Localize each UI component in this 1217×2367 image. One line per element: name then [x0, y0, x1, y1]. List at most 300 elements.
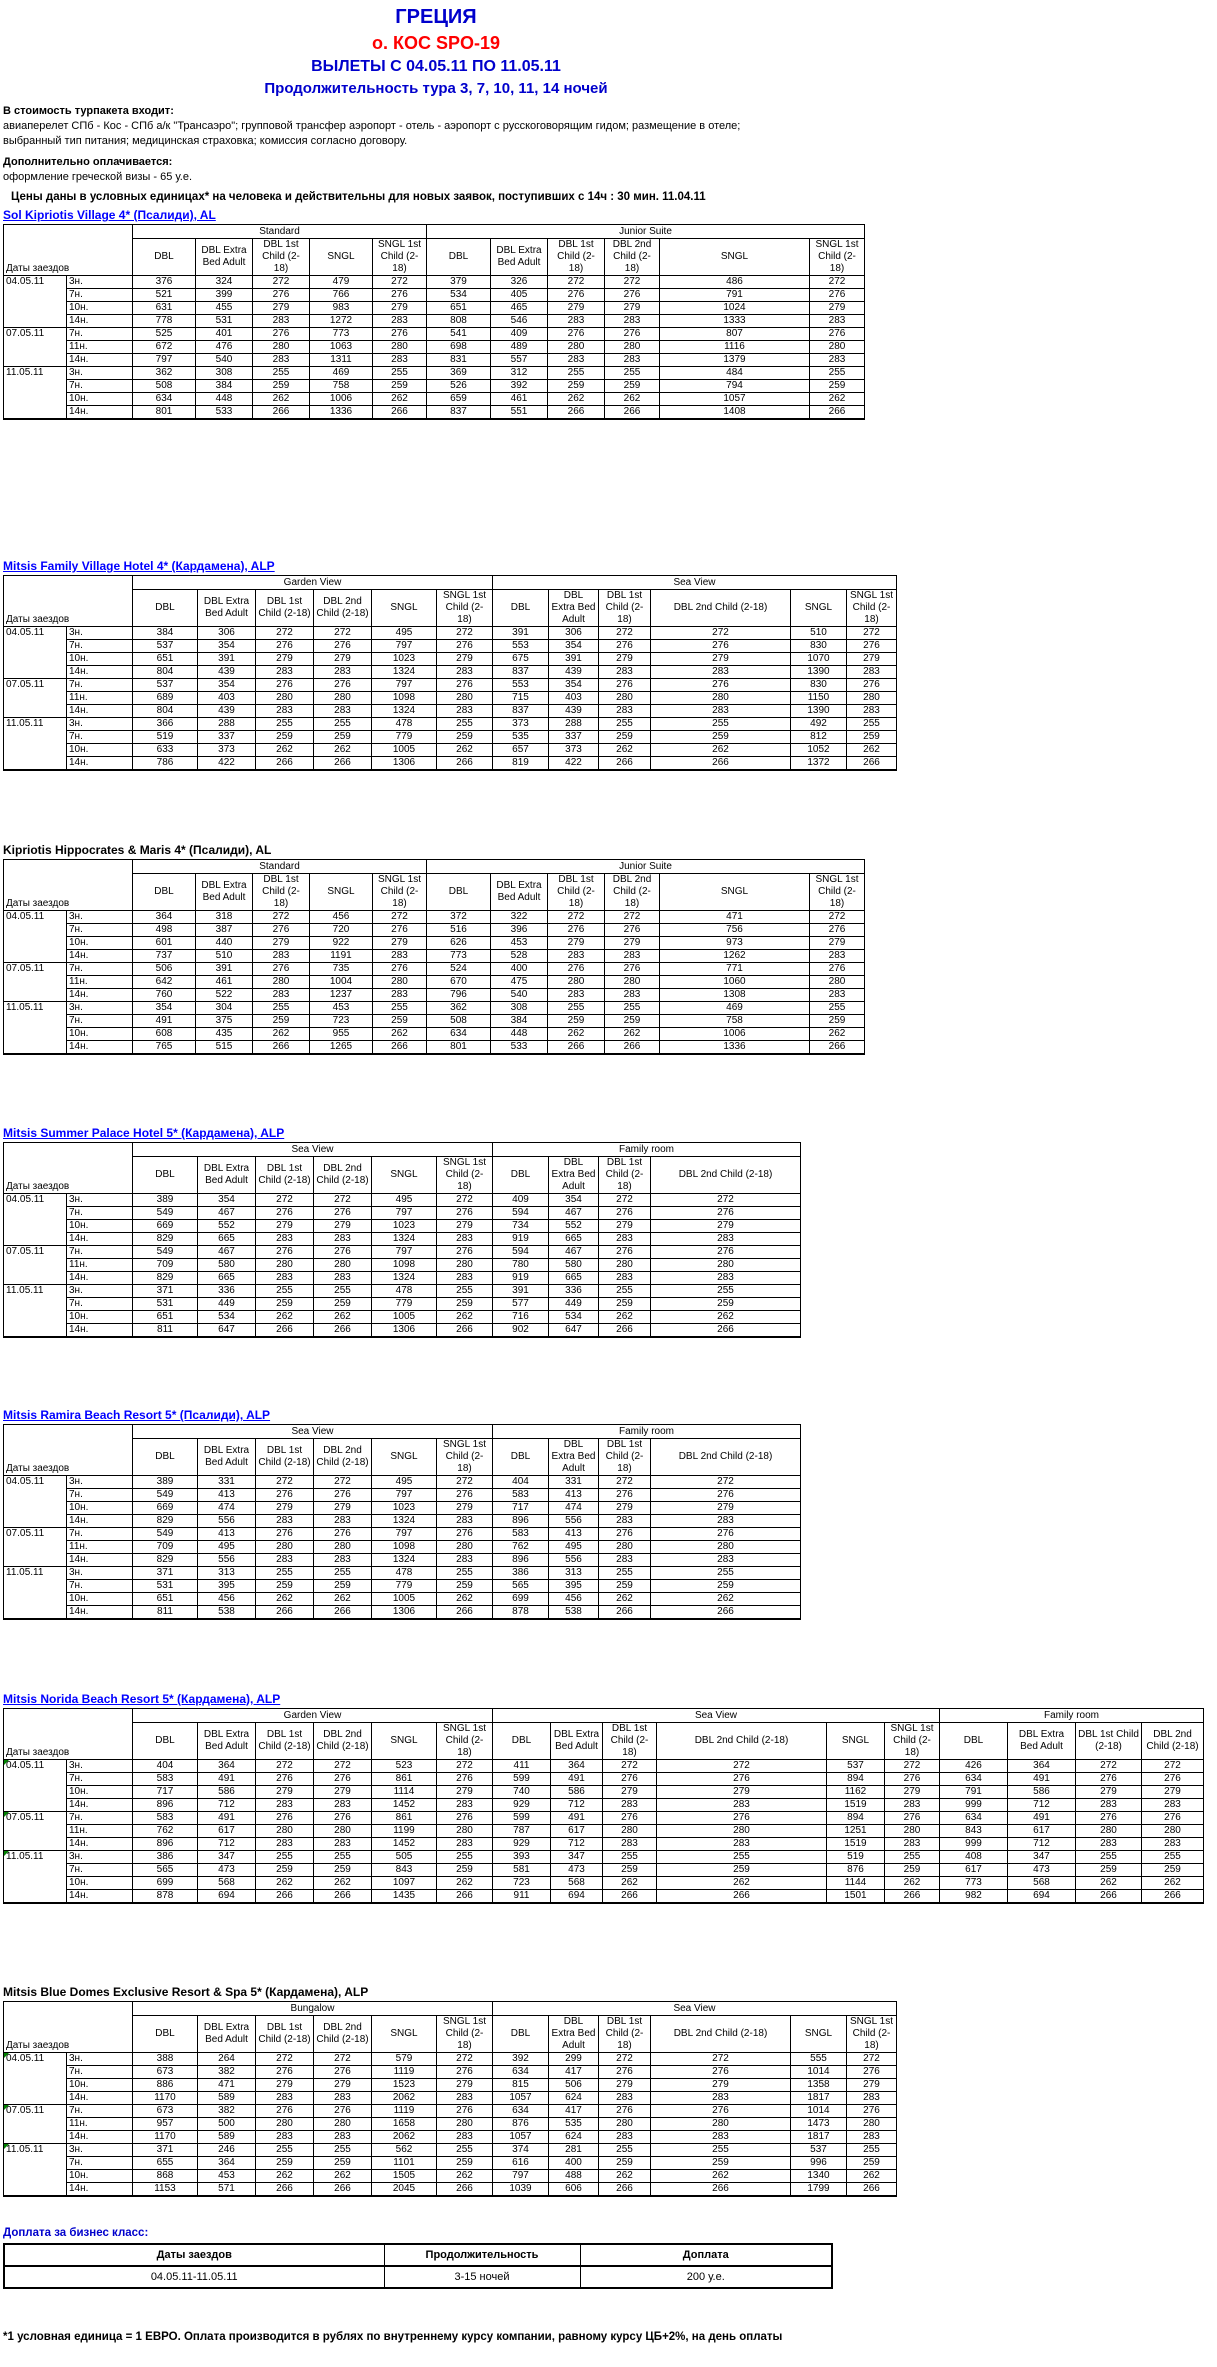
- price-cell: 489: [491, 341, 548, 354]
- price-cell: 830: [791, 640, 847, 653]
- price-cell: 279: [599, 1220, 651, 1233]
- price-cell: 280: [437, 1541, 493, 1554]
- column-header: DBL 1st Child (2-18): [548, 239, 605, 276]
- price-cell: 537: [133, 640, 198, 653]
- price-cell: 762: [133, 1825, 198, 1838]
- price-cell: 1144: [827, 1877, 885, 1890]
- price-cell: 364: [198, 1760, 256, 1773]
- hotel-block: [3, 557, 1217, 771]
- nights-cell: 14н.: [67, 2183, 133, 2197]
- price-cell: 1006: [660, 1028, 810, 1041]
- price-cell: 861: [372, 1812, 437, 1825]
- price-cell: 322: [491, 911, 548, 924]
- column-header: DBL: [493, 1723, 551, 1760]
- business-col-header: Продолжительность: [384, 2244, 580, 2266]
- price-cell: 276: [603, 1812, 657, 1825]
- price-cell: 266: [437, 1606, 493, 1620]
- price-cell: 255: [603, 1851, 657, 1864]
- price-cell: 1408: [660, 406, 810, 420]
- price-cell: 276: [256, 1773, 314, 1786]
- price-cell: 283: [437, 1515, 493, 1528]
- price-cell: 280: [651, 2118, 791, 2131]
- price-cell: 694: [1008, 1890, 1076, 1904]
- price-cell: 280: [314, 1825, 372, 1838]
- price-cell: 246: [198, 2144, 256, 2157]
- price-cell: 495: [372, 1476, 437, 1489]
- price-cell: 280: [847, 692, 897, 705]
- price-cell: 669: [133, 1220, 198, 1233]
- price-cell: 279: [605, 937, 660, 950]
- price-cell: 272: [651, 627, 791, 640]
- price-cell: 279: [651, 1220, 801, 1233]
- price-cell: 1024: [660, 302, 810, 315]
- price-cell: 537: [133, 679, 198, 692]
- price-cell: 272: [1142, 1760, 1204, 1773]
- price-cell: 1340: [791, 2170, 847, 2183]
- price-cell: 1098: [372, 692, 437, 705]
- extra-line: оформление греческой визы - 65 у.е.: [3, 171, 193, 183]
- column-header: SNGL 1st Child (2-18): [885, 1723, 940, 1760]
- price-cell: 396: [491, 924, 548, 937]
- price-cell: 337: [549, 731, 599, 744]
- price-cell: 262: [651, 1311, 801, 1324]
- price-cell: 276: [1076, 1812, 1142, 1825]
- price-cell: 276: [314, 1812, 372, 1825]
- price-cell: 894: [827, 1773, 885, 1786]
- hotel-tables-container: [3, 206, 1217, 2197]
- price-cell: 266: [810, 1041, 865, 1055]
- column-header: DBL 1st Child (2-18): [256, 2016, 314, 2053]
- price-cell: 255: [314, 2144, 372, 2157]
- price-cell: 259: [314, 1580, 372, 1593]
- price-cell: 259: [603, 1864, 657, 1877]
- nights-cell: 14н.: [67, 705, 133, 718]
- price-cell: 533: [491, 1041, 548, 1055]
- price-cell: 279: [314, 1220, 372, 1233]
- price-cell: 896: [493, 1554, 549, 1567]
- price-cell: 276: [599, 679, 651, 692]
- price-cell: 255: [314, 1567, 372, 1580]
- price-cell: 276: [314, 640, 372, 653]
- price-cell: 272: [847, 2053, 897, 2066]
- price-cell: 280: [605, 341, 660, 354]
- price-cell: 766: [310, 289, 373, 302]
- price-cell: 439: [549, 666, 599, 679]
- price-cell: 486: [660, 276, 810, 289]
- price-cell: 280: [810, 341, 865, 354]
- price-cell: 811: [133, 1606, 198, 1620]
- price-cell: 279: [657, 1786, 827, 1799]
- price-cell: 276: [256, 679, 314, 692]
- nights-cell: 7н.: [67, 1207, 133, 1220]
- price-cell: 283: [373, 950, 427, 963]
- price-cell: 553: [493, 640, 549, 653]
- price-cell: 276: [657, 1773, 827, 1786]
- price-cell: 1199: [372, 1825, 437, 1838]
- price-cell: 283: [847, 705, 897, 718]
- price-cell: 894: [827, 1812, 885, 1825]
- price-cell: 262: [256, 1877, 314, 1890]
- column-header: DBL 2nd Child (2-18): [651, 1439, 801, 1476]
- price-cell: 283: [657, 1838, 827, 1851]
- price-cell: 283: [847, 666, 897, 679]
- price-cell: 474: [198, 1502, 256, 1515]
- price-cell: 283: [651, 1554, 801, 1567]
- price-cell: 549: [133, 1207, 198, 1220]
- comment-marker-icon: [4, 2105, 9, 2110]
- date-cell: 04.05.11: [4, 1194, 67, 1246]
- business-class-title: Доплата за бизнес класс:: [3, 2227, 149, 2239]
- price-cell: 259: [657, 1864, 827, 1877]
- price-cell: 1390: [791, 705, 847, 718]
- price-cell: 255: [256, 2144, 314, 2157]
- column-header: DBL Extra Bed Adult: [198, 2016, 256, 2053]
- price-cell: 384: [133, 627, 198, 640]
- price-cell: 259: [651, 731, 791, 744]
- price-cell: 2062: [372, 2092, 437, 2105]
- price-cell: 279: [314, 1786, 372, 1799]
- price-cell: 797: [372, 640, 437, 653]
- price-cell: 266: [605, 1041, 660, 1055]
- price-cell: 259: [256, 2157, 314, 2170]
- price-cell: 404: [493, 1476, 549, 1489]
- hotel-link[interactable]: Mitsis Norida Beach Resort 5* (Кардамена), ALP: [3, 1692, 281, 1706]
- price-cell: 266: [314, 1890, 372, 1904]
- price-cell: 737: [133, 950, 196, 963]
- price-cell: 283: [651, 1233, 801, 1246]
- price-cell: 283: [256, 2092, 314, 2105]
- nights-cell: 3н.: [67, 2053, 133, 2066]
- price-cell: 280: [651, 692, 791, 705]
- column-header: SNGL 1st Child (2-18): [437, 590, 493, 627]
- price-cell: 583: [493, 1528, 549, 1541]
- price-cell: 633: [133, 744, 198, 757]
- price-cell: 276: [599, 640, 651, 653]
- price-cell: 506: [549, 2079, 599, 2092]
- price-cell: 469: [660, 1002, 810, 1015]
- price-cell: 266: [657, 1890, 827, 1904]
- price-cell: 283: [437, 705, 493, 718]
- price-cell: 583: [133, 1812, 198, 1825]
- price-cell: 467: [549, 1246, 599, 1259]
- price-cell: 537: [827, 1760, 885, 1773]
- price-cell: 491: [551, 1812, 603, 1825]
- price-cell: 1324: [372, 1515, 437, 1528]
- price-cell: 266: [651, 1606, 801, 1620]
- price-cell: 642: [133, 976, 196, 989]
- price-cell: 262: [605, 393, 660, 406]
- business-class-table: [3, 2243, 833, 2289]
- price-cell: 647: [198, 1324, 256, 1338]
- price-cell: 589: [198, 2131, 256, 2144]
- price-cell: 1039: [493, 2183, 549, 2197]
- price-cell: 283: [810, 354, 865, 367]
- price-cell: 861: [372, 1773, 437, 1786]
- price-cell: 276: [437, 2066, 493, 2079]
- price-cell: 1358: [791, 2079, 847, 2092]
- price-cell: 280: [657, 1825, 827, 1838]
- price-cell: 1052: [791, 744, 847, 757]
- price-cell: 276: [810, 963, 865, 976]
- price-cell: 283: [314, 1554, 372, 1567]
- price-cell: 500: [198, 2118, 256, 2131]
- price-cell: 255: [1076, 1851, 1142, 1864]
- column-header: DBL 1st Child (2-18): [599, 2016, 651, 2053]
- price-cell: 347: [198, 1851, 256, 1864]
- price-cell: 279: [437, 2079, 493, 2092]
- nights-cell: 14н.: [67, 666, 133, 679]
- column-header: DBL: [133, 239, 196, 276]
- price-cell: 626: [427, 937, 491, 950]
- price-cell: 266: [847, 2183, 897, 2197]
- price-cell: 491: [1008, 1812, 1076, 1825]
- column-header: DBL 2nd Child (2-18): [314, 1157, 372, 1194]
- column-header: SNGL 1st Child (2-18): [847, 590, 897, 627]
- price-cell: 1306: [372, 1324, 437, 1338]
- date-cell: 04.05.11: [4, 276, 67, 328]
- price-cell: 283: [651, 705, 791, 718]
- column-header: DBL 2nd Child (2-18): [314, 590, 372, 627]
- price-cell: 262: [599, 1311, 651, 1324]
- price-cell: 758: [660, 1015, 810, 1028]
- price-cell: 538: [198, 1606, 256, 1620]
- price-cell: 1057: [493, 2131, 549, 2144]
- price-cell: 1452: [372, 1799, 437, 1812]
- price-cell: 524: [427, 963, 491, 976]
- price-cell: 266: [599, 2183, 651, 2197]
- price-cell: 255: [548, 367, 605, 380]
- price-cell: 259: [1076, 1864, 1142, 1877]
- price-cell: 259: [810, 380, 865, 393]
- column-header: SNGL: [372, 2016, 437, 2053]
- price-cell: 336: [549, 1285, 599, 1298]
- price-cell: 403: [549, 692, 599, 705]
- price-cell: 262: [256, 1593, 314, 1606]
- nights-cell: 3н.: [67, 1476, 133, 1489]
- price-cell: 712: [1008, 1799, 1076, 1812]
- column-header: DBL 2nd Child (2-18): [314, 2016, 372, 2053]
- date-cell: 04.05.11: [4, 1476, 67, 1528]
- price-cell: 272: [437, 1194, 493, 1207]
- price-cell: 276: [437, 1812, 493, 1825]
- price-cell: 551: [491, 406, 548, 420]
- price-cell: 279: [373, 937, 427, 950]
- price-cell: 304: [196, 1002, 253, 1015]
- price-cell: 456: [549, 1593, 599, 1606]
- price-cell: 255: [253, 367, 310, 380]
- hotel-link[interactable]: Sol Kipriotis Village 4* (Псалиди), AL: [3, 208, 216, 222]
- column-header: SNGL: [827, 1723, 885, 1760]
- price-cell: 262: [847, 744, 897, 757]
- price-cell: 276: [256, 2105, 314, 2118]
- price-cell: 371: [133, 2144, 198, 2157]
- price-cell: 568: [551, 1877, 603, 1890]
- price-cell: 276: [605, 924, 660, 937]
- price-cell: 276: [1142, 1773, 1204, 1786]
- price-cell: 868: [133, 2170, 198, 2183]
- column-header: DBL 2nd Child (2-18): [605, 239, 660, 276]
- price-cell: 266: [256, 1606, 314, 1620]
- price-cell: 262: [657, 1877, 827, 1890]
- price-cell: 280: [651, 1541, 801, 1554]
- price-cell: 255: [437, 1851, 493, 1864]
- price-cell: 279: [314, 1502, 372, 1515]
- comment-marker-icon: [4, 2144, 9, 2149]
- price-cell: 283: [651, 2092, 791, 2105]
- room-type-header: Sea View: [493, 1709, 940, 1723]
- price-cell: 373: [549, 744, 599, 757]
- nights-cell: 14н.: [67, 1799, 133, 1812]
- hotel-block: [3, 1406, 1217, 1620]
- column-header: DBL: [427, 874, 491, 911]
- price-cell: 262: [256, 2170, 314, 2183]
- price-cell: 280: [437, 1825, 493, 1838]
- column-header: SNGL: [372, 1723, 437, 1760]
- price-cell: 829: [133, 1233, 198, 1246]
- price-cell: 417: [549, 2105, 599, 2118]
- date-cell: 07.05.11: [4, 2105, 67, 2144]
- price-cell: 413: [198, 1489, 256, 1502]
- price-cell: 955: [310, 1028, 373, 1041]
- price-cell: 354: [549, 679, 599, 692]
- price-cell: 266: [651, 2183, 791, 2197]
- price-cell: 374: [493, 2144, 549, 2157]
- price-cell: 262: [651, 1593, 801, 1606]
- price-cell: 280: [253, 976, 310, 989]
- hotel-link[interactable]: Mitsis Summer Palace Hotel 5* (Кардамена), ALP: [3, 1126, 285, 1140]
- business-value: 200 у.е.: [580, 2266, 832, 2288]
- price-cell: 279: [253, 302, 310, 315]
- price-cell: 279: [256, 1220, 314, 1233]
- price-cell: 896: [133, 1799, 198, 1812]
- nights-cell: 7н.: [67, 2157, 133, 2170]
- price-cell: 403: [198, 692, 256, 705]
- price-cell: 276: [256, 1246, 314, 1259]
- price-cell: 276: [603, 1773, 657, 1786]
- price-cell: 280: [603, 1825, 657, 1838]
- price-cell: 259: [437, 2157, 493, 2170]
- price-cell: 549: [133, 1246, 198, 1259]
- price-cell: 283: [651, 2131, 791, 2144]
- price-cell: 491: [198, 1812, 256, 1825]
- price-cell: 276: [885, 1773, 940, 1786]
- nights-cell: 14н.: [67, 1890, 133, 1904]
- price-cell: 2062: [372, 2131, 437, 2144]
- price-cell: 262: [847, 2170, 897, 2183]
- price-cell: 1333: [660, 315, 810, 328]
- nights-cell: 7н.: [67, 924, 133, 937]
- price-cell: 601: [133, 937, 196, 950]
- date-col-header: Даты заездов: [4, 1425, 133, 1476]
- price-cell: 1324: [372, 666, 437, 679]
- price-table: [3, 224, 865, 420]
- date-col-header: Даты заездов: [4, 576, 133, 627]
- price-cell: 552: [549, 1220, 599, 1233]
- nights-cell: 3н.: [67, 1285, 133, 1298]
- price-cell: 675: [493, 653, 549, 666]
- room-type-header: Family room: [493, 1143, 801, 1157]
- price-cell: 583: [493, 1489, 549, 1502]
- price-cell: 791: [940, 1786, 1008, 1799]
- hotel-link[interactable]: Mitsis Ramira Beach Resort 5* (Псалиди), ALP: [3, 1408, 271, 1422]
- price-cell: 819: [493, 757, 549, 771]
- price-table: [3, 1142, 801, 1338]
- price-cell: 665: [549, 1233, 599, 1246]
- nights-cell: 10н.: [67, 1028, 133, 1041]
- business-col-header: Доплата: [580, 2244, 832, 2266]
- price-cell: 1098: [372, 1541, 437, 1554]
- price-cell: 262: [256, 744, 314, 757]
- price-cell: 283: [810, 315, 865, 328]
- price-cell: 279: [314, 2079, 372, 2092]
- nights-cell: 14н.: [67, 315, 133, 328]
- date-cell: 07.05.11: [4, 328, 67, 367]
- price-cell: 280: [437, 692, 493, 705]
- price-cell: 773: [940, 1877, 1008, 1890]
- price-cell: 616: [493, 2157, 549, 2170]
- price-cell: 266: [437, 2183, 493, 2197]
- price-cell: 283: [253, 354, 310, 367]
- price-cell: 255: [253, 1002, 310, 1015]
- price-cell: 279: [437, 1786, 493, 1799]
- price-cell: 259: [437, 1580, 493, 1593]
- price-cell: 259: [599, 731, 651, 744]
- price-cell: 283: [253, 989, 310, 1002]
- price-cell: 474: [549, 1502, 599, 1515]
- column-header: DBL Extra Bed Adult: [1008, 1723, 1076, 1760]
- price-cell: 272: [810, 276, 865, 289]
- price-cell: 1306: [372, 757, 437, 771]
- nights-cell: 7н.: [67, 679, 133, 692]
- price-cell: 272: [651, 2053, 791, 2066]
- price-cell: 272: [437, 1476, 493, 1489]
- price-cell: 276: [314, 2105, 372, 2118]
- price-cell: 255: [373, 1002, 427, 1015]
- price-cell: 276: [373, 328, 427, 341]
- price-cell: 281: [549, 2144, 599, 2157]
- price-cell: 876: [493, 2118, 549, 2131]
- column-header: DBL 2nd Child (2-18): [314, 1723, 372, 1760]
- price-cell: 272: [847, 627, 897, 640]
- nights-cell: 11н.: [67, 2118, 133, 2131]
- price-cell: 556: [549, 1554, 599, 1567]
- price-cell: 276: [437, 1207, 493, 1220]
- price-cell: 571: [198, 2183, 256, 2197]
- price-cell: 262: [599, 744, 651, 757]
- price-cell: 779: [372, 1298, 437, 1311]
- date-cell: 07.05.11: [4, 1812, 67, 1851]
- price-cell: 484: [660, 367, 810, 380]
- price-cell: 276: [651, 1528, 801, 1541]
- column-header: DBL 1st Child (2-18): [599, 1157, 651, 1194]
- price-cell: 262: [256, 1311, 314, 1324]
- price-cell: 837: [493, 666, 549, 679]
- price-cell: 283: [548, 989, 605, 1002]
- hotel-link[interactable]: Mitsis Family Village Hotel 4* (Кардамена), ALP: [3, 559, 275, 573]
- price-cell: 259: [314, 1298, 372, 1311]
- price-cell: 262: [605, 1028, 660, 1041]
- price-table: [3, 1424, 801, 1620]
- price-cell: 456: [310, 911, 373, 924]
- price-cell: 283: [1142, 1838, 1204, 1851]
- price-cell: 308: [196, 367, 253, 380]
- includes-line1: авиаперелет СПб - Кос - СПб а/к "Трансаэро"; групповой трансфер аэропорт - отель - аэропорт с русскоговорящим гидом; размещение в отеле;: [3, 120, 741, 132]
- price-cell: 608: [133, 1028, 196, 1041]
- price-cell: 283: [437, 666, 493, 679]
- price-cell: 276: [651, 640, 791, 653]
- price-cell: 283: [437, 1272, 493, 1285]
- price-cell: 280: [548, 341, 605, 354]
